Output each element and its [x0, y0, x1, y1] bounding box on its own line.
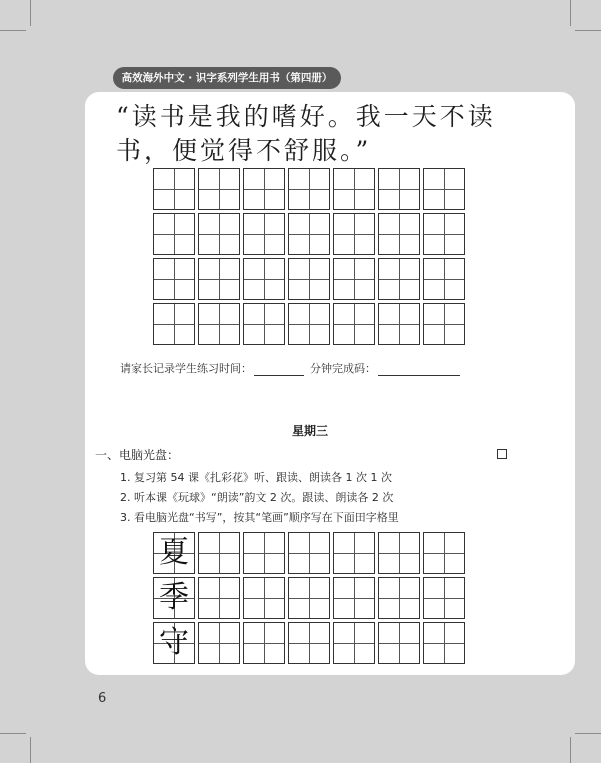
writing-grid-cell	[423, 577, 465, 619]
writing-grid-cell	[333, 622, 375, 664]
writing-grid-cell	[243, 213, 285, 255]
writing-grid-cell	[153, 168, 195, 210]
task-item-1: 1. 复习第 54 课《扎彩花》听、跟读、朗读各 1 次 1 次	[120, 471, 392, 484]
crop-mark-bottom-left-v	[30, 737, 31, 763]
section-title: 一、电脑光盘：	[95, 448, 180, 462]
writing-grid-cell	[333, 258, 375, 300]
writing-grid-cell	[378, 168, 420, 210]
completion-code-label: 分钟完成码：	[310, 362, 376, 375]
writing-grid-cell	[378, 622, 420, 664]
writing-grid-cell	[198, 213, 240, 255]
model-character: 夏	[159, 535, 189, 570]
parent-record-line	[120, 360, 460, 376]
practice-time-label: 请家长记录学生练习时间：	[120, 362, 252, 375]
model-character-cell	[153, 577, 195, 619]
writing-grid-cell	[288, 303, 330, 345]
writing-grid-cell	[243, 168, 285, 210]
writing-grid-cell	[288, 532, 330, 574]
model-character: 季	[159, 580, 189, 615]
crop-mark-bottom-right-h	[575, 733, 601, 734]
writing-grid-cell	[198, 622, 240, 664]
model-character-cell	[153, 622, 195, 664]
writing-grid-cell	[333, 532, 375, 574]
writing-grid-cell	[198, 303, 240, 345]
writing-grid-cell	[423, 622, 465, 664]
crop-mark-top-right-h	[575, 30, 601, 31]
writing-grid-cell	[423, 168, 465, 210]
writing-grid-cell	[423, 532, 465, 574]
task-item-3: 3. 看电脑光盘“书写”，按其“笔画”顺序写在下面田字格里	[120, 511, 399, 524]
task-item-2: 2. 听本课《玩球》“朗读”韵文 2 次。跟读、朗读各 2 次	[120, 491, 394, 504]
page-number: 6	[98, 691, 107, 706]
day-title: 星期三	[291, 424, 328, 438]
writing-grid-cell	[288, 622, 330, 664]
writing-grid-cell	[153, 213, 195, 255]
practice-time-blank	[254, 363, 304, 376]
writing-grid-cell	[198, 258, 240, 300]
writing-grid-cell	[333, 303, 375, 345]
writing-grid-cell	[288, 258, 330, 300]
stroke-practice-grid	[153, 532, 465, 664]
section-checkbox	[497, 449, 507, 459]
writing-grid-cell	[333, 577, 375, 619]
writing-grid-cell	[243, 577, 285, 619]
crop-mark-bottom-left-h	[0, 733, 26, 734]
writing-grid-cell	[243, 258, 285, 300]
book-series-tab: 高效海外中文 · 识字系列学生用书（第四册）	[113, 67, 341, 89]
quote-line-1: “读书是我的嗜好。我一天不读	[116, 102, 496, 131]
writing-grid-cell	[378, 258, 420, 300]
writing-grid-cell	[378, 532, 420, 574]
writing-grid-cell	[198, 577, 240, 619]
writing-grid-cell	[288, 168, 330, 210]
writing-grid-cell	[198, 168, 240, 210]
writing-grid-cell	[288, 577, 330, 619]
writing-grid-cell	[378, 213, 420, 255]
writing-grid-cell	[243, 532, 285, 574]
writing-grid-cell	[423, 303, 465, 345]
crop-mark-bottom-right-v	[570, 737, 571, 763]
writing-grid-cell	[243, 303, 285, 345]
completion-code-blank	[378, 363, 460, 376]
crop-mark-top-left-h	[0, 30, 26, 31]
writing-grid-cell	[333, 213, 375, 255]
writing-grid-cell	[423, 258, 465, 300]
writing-grid-cell	[153, 258, 195, 300]
writing-grid-cell	[378, 303, 420, 345]
writing-grid-cell	[153, 303, 195, 345]
writing-grid-cell	[333, 168, 375, 210]
writing-grid-cell	[243, 622, 285, 664]
copy-writing-grid	[153, 168, 465, 345]
quote-line-2: 书，便觉得不舒服。”	[116, 136, 372, 165]
model-character-cell	[153, 532, 195, 574]
writing-grid-cell	[378, 577, 420, 619]
writing-grid-cell	[423, 213, 465, 255]
model-character: 守	[159, 625, 189, 660]
crop-mark-top-left-v	[30, 0, 31, 26]
crop-mark-top-right-v	[570, 0, 571, 26]
writing-grid-cell	[198, 532, 240, 574]
writing-grid-cell	[288, 213, 330, 255]
